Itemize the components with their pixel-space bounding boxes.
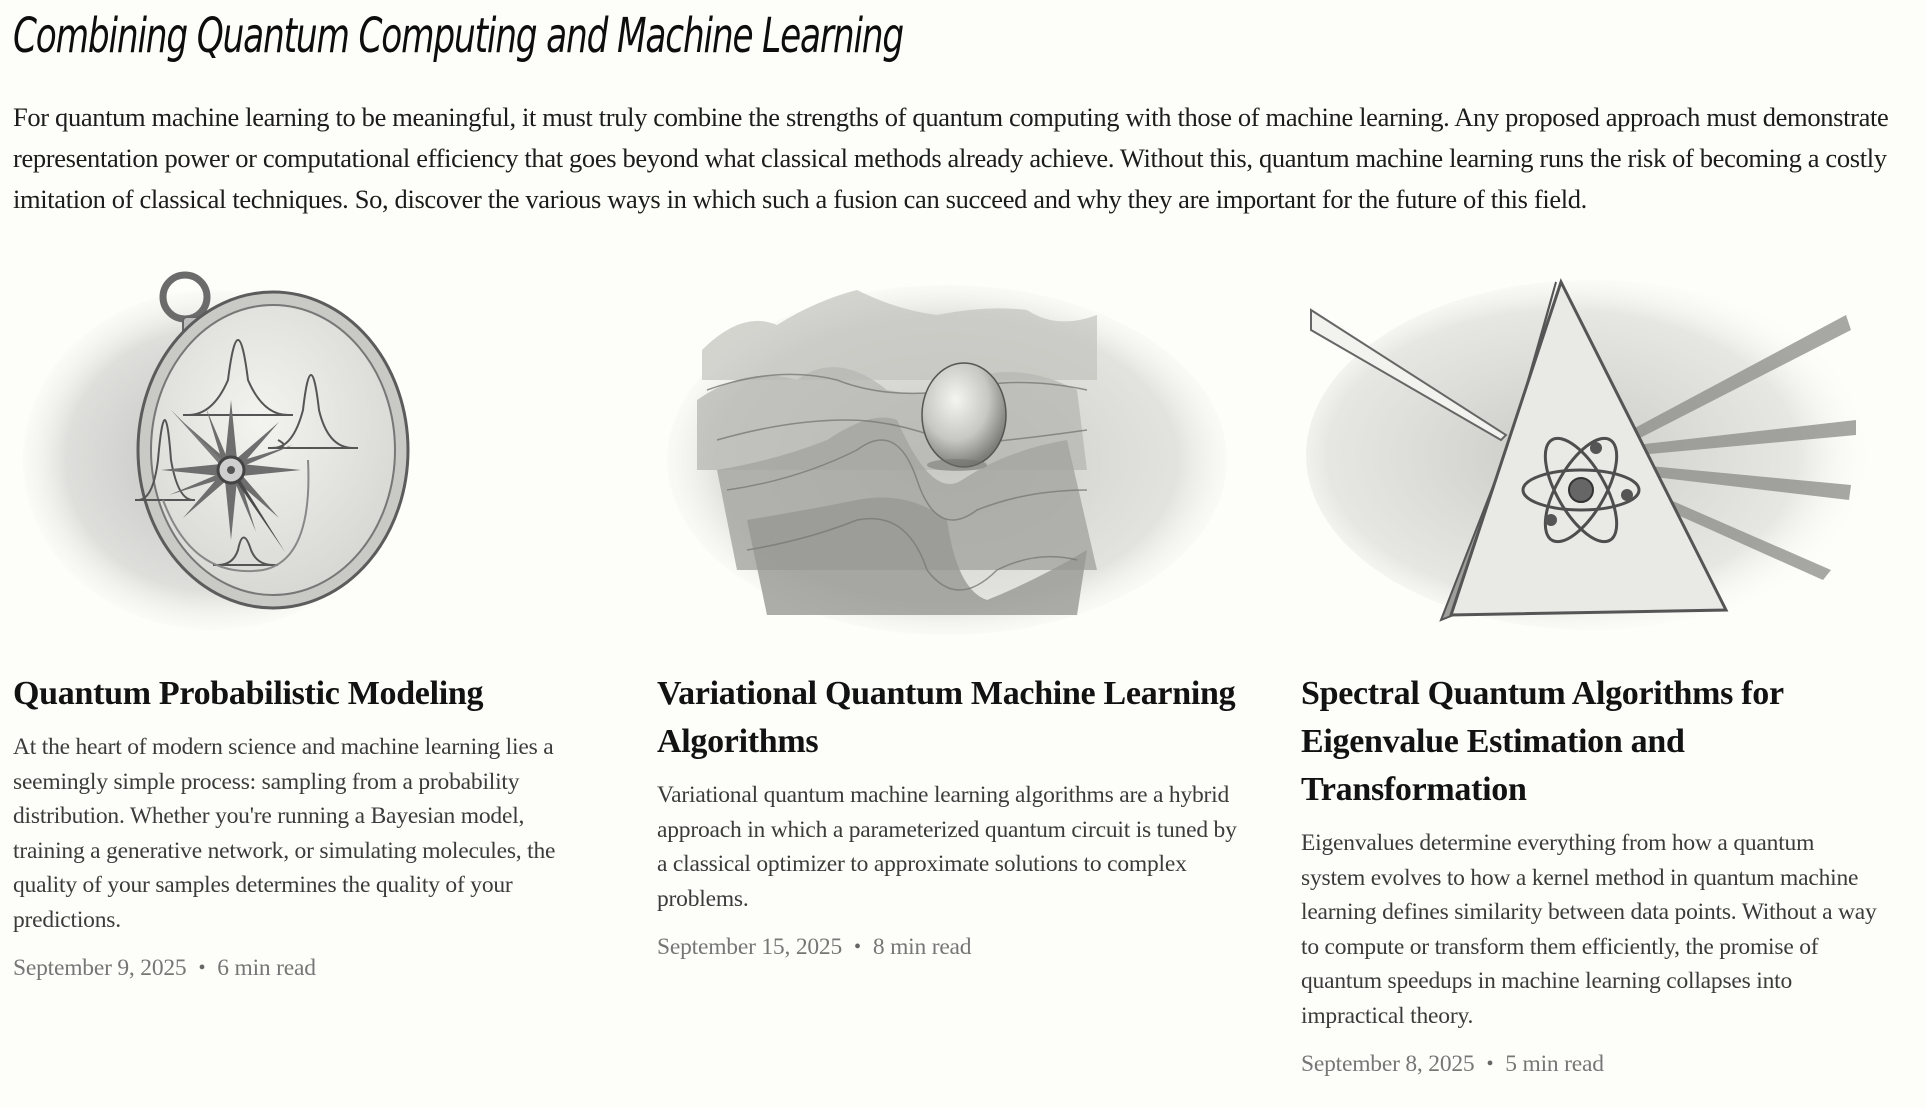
article-read-time: 8 min read: [872, 934, 972, 960]
article-date: September 9, 2025: [13, 955, 187, 981]
article-description: At the heart of modern science and machine learning lies a seemingly simple process: sampling from a probability distribution. Whether you're running a Bayesian model, training a generative network, or simulating molecules, the quality of your samples determines the quality of your predictions.: [13, 734, 556, 933]
article-description: Eigenvalues determine everything from how a quantum system evolves to how a kernel method in quantum machine learning defines similarity between data points. Without a way to compute or transform them efficiently, the promise of quantum speedups in machine learning collapses into impractical theory.: [1301, 830, 1877, 1029]
article-card[interactable]: [1301, 270, 1881, 1079]
article-date: September 8, 2025: [1301, 1051, 1475, 1077]
article-read-time: 6 min read: [217, 955, 316, 981]
sphere-on-landscape-illustration-icon: [657, 270, 1237, 640]
page-title: Combining Quantum Computing and Machine Learning: [13, 8, 904, 65]
article-card[interactable]: [13, 270, 593, 1079]
article-description: Variational quantum machine learning algorithms are a hybrid approach in which a parameterized quantum circuit is tuned by a classical optimizer to approximate solutions to complex problems.: [657, 782, 1237, 912]
article-image-landscape[interactable]: [657, 270, 1237, 640]
article-meta: [1301, 1049, 1881, 1079]
article-date: September 15, 2025: [657, 934, 843, 960]
article-card[interactable]: [657, 270, 1237, 1079]
article-title[interactable]: Quantum Probabilistic Modeling: [13, 675, 484, 712]
article-meta: [13, 953, 593, 983]
compass-illustration-icon: [13, 270, 593, 640]
article-meta: [657, 932, 1237, 962]
article-title[interactable]: Variational Quantum Machine Learning Algorithms: [657, 675, 1236, 760]
bullet-separator-icon: •: [198, 957, 206, 979]
prism-atom-illustration-icon: [1301, 270, 1881, 640]
intro-paragraph: For quantum machine learning to be meaningful, it must truly combine the strengths of quantum computing with those of machine learning. Any proposed approach must demonstrate representation power or computational efficiency that goes beyond what classical methods already achieve. Without this, quantum machine learning runs the risk of becoming a costly imitation of classical techniques. So, discover the various ways in which such a fusion can succeed and why they are important for the future of this field.: [13, 102, 1889, 214]
article-title[interactable]: Spectral Quantum Algorithms for Eigenvalue Estimation and Transformation: [1301, 675, 1784, 808]
article-image-prism[interactable]: [1301, 270, 1881, 640]
bullet-separator-icon: •: [854, 936, 861, 958]
bullet-separator-icon: •: [1486, 1053, 1494, 1075]
article-grid: [13, 270, 1913, 1079]
article-image-compass[interactable]: [13, 270, 593, 640]
article-read-time: 5 min read: [1505, 1051, 1604, 1077]
